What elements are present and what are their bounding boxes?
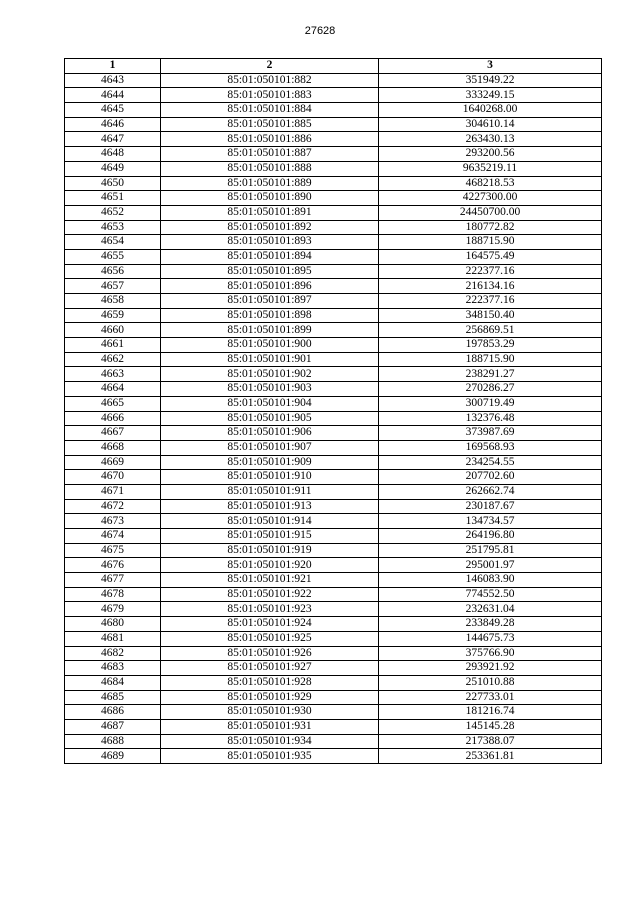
table-row bbox=[65, 514, 602, 529]
value-cell: 293921.92 bbox=[379, 661, 602, 676]
row-number-cell: 4682 bbox=[65, 646, 161, 661]
value-cell: 263430.13 bbox=[379, 132, 602, 147]
cadastral-number-cell: 85:01:050101:926 bbox=[161, 646, 379, 661]
column-header-3: 3 bbox=[379, 59, 602, 74]
table-body bbox=[65, 73, 602, 763]
cadastral-number-cell: 85:01:050101:915 bbox=[161, 529, 379, 544]
cadastral-number-cell: 85:01:050101:925 bbox=[161, 631, 379, 646]
table-row bbox=[65, 147, 602, 162]
row-number-cell: 4687 bbox=[65, 719, 161, 734]
value-cell: 262662.74 bbox=[379, 484, 602, 499]
cadastral-number-cell: 85:01:050101:922 bbox=[161, 587, 379, 602]
table-row bbox=[65, 426, 602, 441]
cadastral-number-cell: 85:01:050101:935 bbox=[161, 749, 379, 764]
row-number-cell: 4646 bbox=[65, 117, 161, 132]
value-cell: 146083.90 bbox=[379, 573, 602, 588]
value-cell: 207702.60 bbox=[379, 470, 602, 485]
cadastral-number-cell: 85:01:050101:929 bbox=[161, 690, 379, 705]
table-row bbox=[65, 235, 602, 250]
value-cell: 251795.81 bbox=[379, 543, 602, 558]
value-cell: 253361.81 bbox=[379, 749, 602, 764]
row-number-cell: 4657 bbox=[65, 279, 161, 294]
cadastral-number-cell: 85:01:050101:901 bbox=[161, 352, 379, 367]
table-row bbox=[65, 249, 602, 264]
column-header-2: 2 bbox=[161, 59, 379, 74]
cadastral-number-cell: 85:01:050101:906 bbox=[161, 426, 379, 441]
table-row bbox=[65, 529, 602, 544]
cadastral-number-cell: 85:01:050101:919 bbox=[161, 543, 379, 558]
table-row bbox=[65, 352, 602, 367]
table-row bbox=[65, 323, 602, 338]
table-row bbox=[65, 103, 602, 118]
cadastral-number-cell: 85:01:050101:920 bbox=[161, 558, 379, 573]
row-number-cell: 4684 bbox=[65, 675, 161, 690]
row-number-cell: 4643 bbox=[65, 73, 161, 88]
table-row bbox=[65, 279, 602, 294]
cadastral-number-cell: 85:01:050101:914 bbox=[161, 514, 379, 529]
cadastral-number-cell: 85:01:050101:892 bbox=[161, 220, 379, 235]
row-number-cell: 4668 bbox=[65, 440, 161, 455]
row-number-cell: 4645 bbox=[65, 103, 161, 118]
cadastral-number-cell: 85:01:050101:893 bbox=[161, 235, 379, 250]
row-number-cell: 4664 bbox=[65, 382, 161, 397]
row-number-cell: 4662 bbox=[65, 352, 161, 367]
table-row bbox=[65, 558, 602, 573]
cadastral-number-cell: 85:01:050101:898 bbox=[161, 308, 379, 323]
value-cell: 222377.16 bbox=[379, 264, 602, 279]
cadastral-number-cell: 85:01:050101:923 bbox=[161, 602, 379, 617]
row-number-cell: 4649 bbox=[65, 161, 161, 176]
table-row bbox=[65, 117, 602, 132]
table-row bbox=[65, 382, 602, 397]
value-cell: 188715.90 bbox=[379, 235, 602, 250]
row-number-cell: 4658 bbox=[65, 294, 161, 309]
cadastral-number-cell: 85:01:050101:885 bbox=[161, 117, 379, 132]
table-row bbox=[65, 411, 602, 426]
value-cell: 132376.48 bbox=[379, 411, 602, 426]
table-row bbox=[65, 132, 602, 147]
row-number-cell: 4653 bbox=[65, 220, 161, 235]
value-cell: 1640268.00 bbox=[379, 103, 602, 118]
cadastral-number-cell: 85:01:050101:884 bbox=[161, 103, 379, 118]
cadastral-number-cell: 85:01:050101:934 bbox=[161, 734, 379, 749]
value-cell: 180772.82 bbox=[379, 220, 602, 235]
cadastral-number-cell: 85:01:050101:895 bbox=[161, 264, 379, 279]
cadastral-number-cell: 85:01:050101:902 bbox=[161, 367, 379, 382]
cadastral-number-cell: 85:01:050101:891 bbox=[161, 205, 379, 220]
value-cell: 216134.16 bbox=[379, 279, 602, 294]
table-row bbox=[65, 176, 602, 191]
value-cell: 9635219.11 bbox=[379, 161, 602, 176]
table-row bbox=[65, 191, 602, 206]
value-cell: 774552.50 bbox=[379, 587, 602, 602]
row-number-cell: 4666 bbox=[65, 411, 161, 426]
value-cell: 145145.28 bbox=[379, 719, 602, 734]
table-header bbox=[65, 59, 602, 74]
row-number-cell: 4671 bbox=[65, 484, 161, 499]
table-row bbox=[65, 661, 602, 676]
value-cell: 468218.53 bbox=[379, 176, 602, 191]
row-number-cell: 4648 bbox=[65, 147, 161, 162]
row-number-cell: 4659 bbox=[65, 308, 161, 323]
value-cell: 217388.07 bbox=[379, 734, 602, 749]
row-number-cell: 4672 bbox=[65, 499, 161, 514]
table-row bbox=[65, 205, 602, 220]
row-number-cell: 4663 bbox=[65, 367, 161, 382]
value-cell: 4227300.00 bbox=[379, 191, 602, 206]
cadastral-number-cell: 85:01:050101:928 bbox=[161, 675, 379, 690]
table-row bbox=[65, 543, 602, 558]
table-row bbox=[65, 440, 602, 455]
value-cell: 230187.67 bbox=[379, 499, 602, 514]
value-cell: 264196.80 bbox=[379, 529, 602, 544]
value-cell: 251010.88 bbox=[379, 675, 602, 690]
row-number-cell: 4673 bbox=[65, 514, 161, 529]
value-cell: 295001.97 bbox=[379, 558, 602, 573]
value-cell: 270286.27 bbox=[379, 382, 602, 397]
table-row bbox=[65, 749, 602, 764]
table-row bbox=[65, 73, 602, 88]
row-number-cell: 4652 bbox=[65, 205, 161, 220]
cadastral-number-cell: 85:01:050101:913 bbox=[161, 499, 379, 514]
value-cell: 351949.22 bbox=[379, 73, 602, 88]
cadastral-number-cell: 85:01:050101:882 bbox=[161, 73, 379, 88]
cadastral-number-cell: 85:01:050101:930 bbox=[161, 705, 379, 720]
row-number-cell: 4651 bbox=[65, 191, 161, 206]
row-number-cell: 4688 bbox=[65, 734, 161, 749]
table-row bbox=[65, 220, 602, 235]
value-cell: 164575.49 bbox=[379, 249, 602, 264]
table-row bbox=[65, 367, 602, 382]
row-number-cell: 4675 bbox=[65, 543, 161, 558]
cadastral-number-cell: 85:01:050101:899 bbox=[161, 323, 379, 338]
table-row bbox=[65, 264, 602, 279]
cadastral-number-cell: 85:01:050101:890 bbox=[161, 191, 379, 206]
row-number-cell: 4685 bbox=[65, 690, 161, 705]
row-number-cell: 4677 bbox=[65, 573, 161, 588]
table-row bbox=[65, 161, 602, 176]
cadastral-number-cell: 85:01:050101:924 bbox=[161, 617, 379, 632]
data-table bbox=[64, 58, 602, 764]
cadastral-number-cell: 85:01:050101:903 bbox=[161, 382, 379, 397]
value-cell: 144675.73 bbox=[379, 631, 602, 646]
value-cell: 373987.69 bbox=[379, 426, 602, 441]
cadastral-number-cell: 85:01:050101:894 bbox=[161, 249, 379, 264]
cadastral-number-cell: 85:01:050101:905 bbox=[161, 411, 379, 426]
cadastral-number-cell: 85:01:050101:910 bbox=[161, 470, 379, 485]
row-number-cell: 4656 bbox=[65, 264, 161, 279]
value-cell: 234254.55 bbox=[379, 455, 602, 470]
row-number-cell: 4681 bbox=[65, 631, 161, 646]
value-cell: 24450700.00 bbox=[379, 205, 602, 220]
table-row bbox=[65, 646, 602, 661]
value-cell: 134734.57 bbox=[379, 514, 602, 529]
table-row bbox=[65, 719, 602, 734]
value-cell: 293200.56 bbox=[379, 147, 602, 162]
row-number-cell: 4644 bbox=[65, 88, 161, 103]
row-number-cell: 4683 bbox=[65, 661, 161, 676]
table-row bbox=[65, 499, 602, 514]
table-row bbox=[65, 455, 602, 470]
value-cell: 348150.40 bbox=[379, 308, 602, 323]
value-cell: 238291.27 bbox=[379, 367, 602, 382]
table-row bbox=[65, 338, 602, 353]
cadastral-number-cell: 85:01:050101:888 bbox=[161, 161, 379, 176]
row-number-cell: 4679 bbox=[65, 602, 161, 617]
row-number-cell: 4665 bbox=[65, 396, 161, 411]
table-row bbox=[65, 690, 602, 705]
cadastral-number-cell: 85:01:050101:889 bbox=[161, 176, 379, 191]
table-row bbox=[65, 675, 602, 690]
value-cell: 333249.15 bbox=[379, 88, 602, 103]
table-row bbox=[65, 573, 602, 588]
cadastral-number-cell: 85:01:050101:909 bbox=[161, 455, 379, 470]
row-number-cell: 4674 bbox=[65, 529, 161, 544]
column-header-1: 1 bbox=[65, 59, 161, 74]
cadastral-number-cell: 85:01:050101:900 bbox=[161, 338, 379, 353]
row-number-cell: 4660 bbox=[65, 323, 161, 338]
header-row bbox=[65, 59, 602, 74]
table-row bbox=[65, 705, 602, 720]
row-number-cell: 4676 bbox=[65, 558, 161, 573]
row-number-cell: 4680 bbox=[65, 617, 161, 632]
value-cell: 227733.01 bbox=[379, 690, 602, 705]
value-cell: 222377.16 bbox=[379, 294, 602, 309]
table-row bbox=[65, 631, 602, 646]
value-cell: 375766.90 bbox=[379, 646, 602, 661]
cadastral-number-cell: 85:01:050101:886 bbox=[161, 132, 379, 147]
row-number-cell: 4678 bbox=[65, 587, 161, 602]
value-cell: 300719.49 bbox=[379, 396, 602, 411]
row-number-cell: 4686 bbox=[65, 705, 161, 720]
value-cell: 233849.28 bbox=[379, 617, 602, 632]
row-number-cell: 4655 bbox=[65, 249, 161, 264]
cadastral-number-cell: 85:01:050101:931 bbox=[161, 719, 379, 734]
value-cell: 188715.90 bbox=[379, 352, 602, 367]
table-row bbox=[65, 484, 602, 499]
row-number-cell: 4654 bbox=[65, 235, 161, 250]
table-row bbox=[65, 734, 602, 749]
cadastral-number-cell: 85:01:050101:911 bbox=[161, 484, 379, 499]
value-cell: 197853.29 bbox=[379, 338, 602, 353]
value-cell: 169568.93 bbox=[379, 440, 602, 455]
table-row bbox=[65, 294, 602, 309]
cadastral-number-cell: 85:01:050101:897 bbox=[161, 294, 379, 309]
cadastral-number-cell: 85:01:050101:896 bbox=[161, 279, 379, 294]
row-number-cell: 4661 bbox=[65, 338, 161, 353]
table-row bbox=[65, 602, 602, 617]
value-cell: 181216.74 bbox=[379, 705, 602, 720]
cadastral-number-cell: 85:01:050101:907 bbox=[161, 440, 379, 455]
row-number-cell: 4689 bbox=[65, 749, 161, 764]
cadastral-number-cell: 85:01:050101:883 bbox=[161, 88, 379, 103]
row-number-cell: 4647 bbox=[65, 132, 161, 147]
row-number-cell: 4669 bbox=[65, 455, 161, 470]
cadastral-number-cell: 85:01:050101:927 bbox=[161, 661, 379, 676]
table-row bbox=[65, 308, 602, 323]
value-cell: 304610.14 bbox=[379, 117, 602, 132]
table-row bbox=[65, 88, 602, 103]
page-number: 27628 bbox=[304, 25, 336, 37]
table-row bbox=[65, 396, 602, 411]
value-cell: 256869.51 bbox=[379, 323, 602, 338]
row-number-cell: 4650 bbox=[65, 176, 161, 191]
cadastral-number-cell: 85:01:050101:921 bbox=[161, 573, 379, 588]
row-number-cell: 4667 bbox=[65, 426, 161, 441]
table-row bbox=[65, 470, 602, 485]
table-row bbox=[65, 587, 602, 602]
cadastral-number-cell: 85:01:050101:887 bbox=[161, 147, 379, 162]
value-cell: 232631.04 bbox=[379, 602, 602, 617]
cadastral-number-cell: 85:01:050101:904 bbox=[161, 396, 379, 411]
table-row bbox=[65, 617, 602, 632]
row-number-cell: 4670 bbox=[65, 470, 161, 485]
